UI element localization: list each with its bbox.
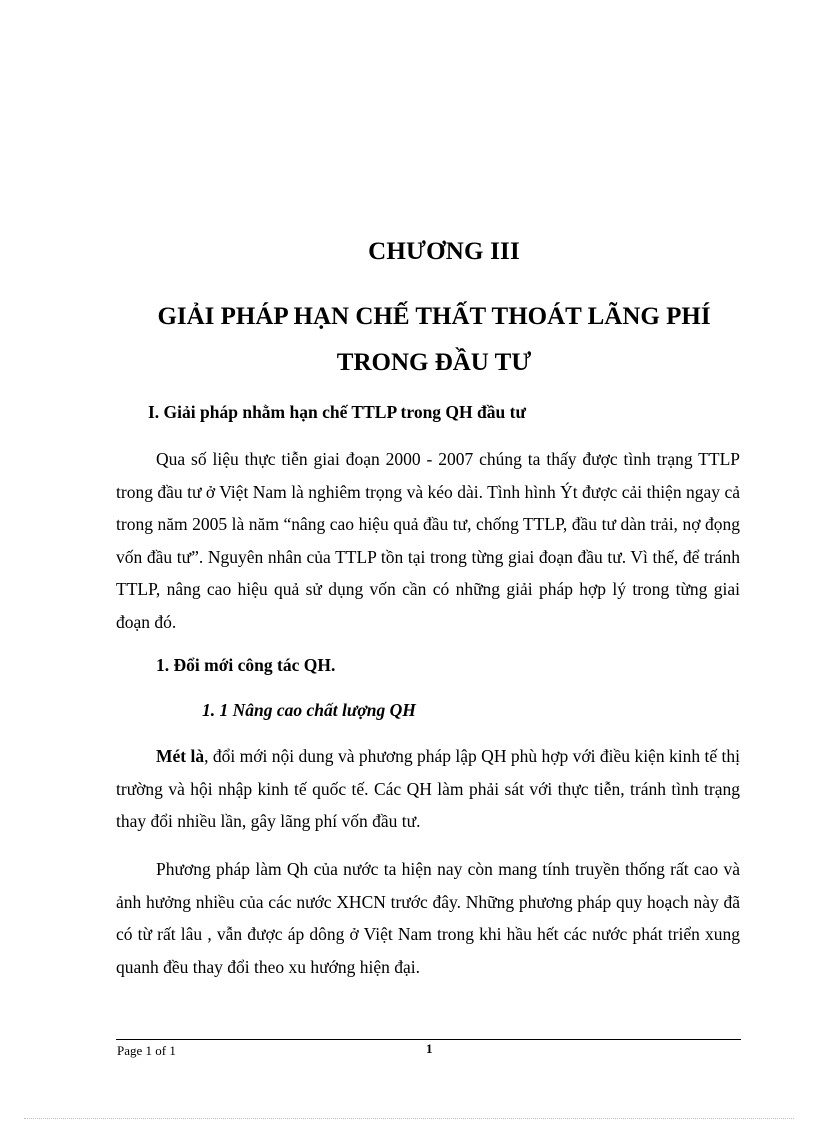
subsubsection-heading: 1. 1 Nâng cao chất lượng QH: [202, 700, 416, 720]
paragraph-2: [116, 740, 740, 838]
footer-page-number: 1: [426, 1041, 433, 1056]
paragraph-1: Qua số liệu thực tiễn giai đoạn 2000 - 2007 chúng ta thấy được tình trạng TTLP trong đầu tư ở Việt Nam là nghiêm trọng và kéo dài. Tình hình Ýt được cải thiện ngay cả trong năm 2005 là năm “nâng cao hiệu quả đầu tư, chống TTLP, đầu tư dàn trải, nợ đọng vốn đầu tư”. Nguyên nhân của TTLP tồn tại trong từng giai đoạn đầu tư. Vì thế, để tránh TTLP, nâng cao hiệu quả sử dụng vốn cần có những giải pháp hợp lý trong từng giai đoạn đó.: [116, 449, 740, 632]
chapter-heading: CHƯƠNG III: [368, 238, 520, 265]
paragraph-2-lead: Mét là: [156, 746, 205, 766]
footer-rule: [116, 1039, 741, 1040]
paragraph-3: Phương pháp làm Qh của nước ta hiện nay còn mang tính truyền thống rất cao và ảnh hưởng nhiều của các nước XHCN trước đây. Những phương pháp quy hoạch này đã có từ rất lâu , vẫn được áp dông ở Việt Nam trong khi hầu hết các nước phát triển xung quanh đều thay đổi theo xu hướng hiện đại.: [116, 859, 740, 977]
chapter-title-line-1: GIẢI PHÁP HẠN CHẾ THẤT THOÁT LÃNG PHÍ: [157, 303, 711, 330]
chapter-title: [0, 294, 816, 386]
section-heading: I. Giải pháp nhằm hạn chế TTLP trong QH đầu tư: [148, 402, 526, 422]
paragraph-2-body: , đổi mới nội dung và phương pháp lập QH phù hợp với điều kiện kinh tế thị trường và hội nhập kinh tế quốc tế. Các QH làm phải sát với thực tiễn, tránh tình trạng thay đổi nhiều lần, gây lãng phí vốn đầu tư.: [116, 746, 740, 831]
page-boundary: [24, 1118, 794, 1119]
chapter-title-line-2: TRONG ĐẦU TƯ: [336, 349, 532, 376]
footer-page-label: Page 1 of 1: [117, 1043, 176, 1058]
subsection-heading: 1. Đổi mới công tác QH.: [156, 655, 336, 675]
